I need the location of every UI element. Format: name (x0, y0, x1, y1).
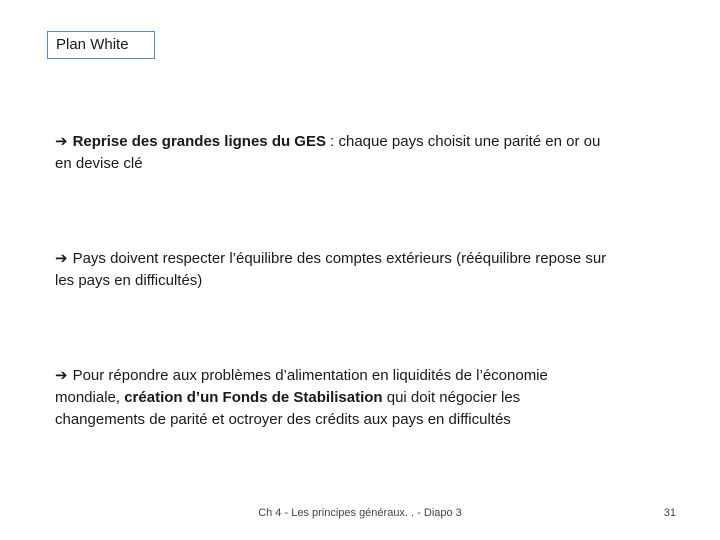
bullet-3-bold-text: création d’un Fonds de Stabilisation (124, 389, 383, 406)
page-number: 31 (663, 507, 676, 519)
bullet-3-text-after: qui doit négocier les changements de parité et octroyer des crédits aux pays en difficultés (55, 389, 521, 428)
arrow-right-icon: ➔ (55, 367, 68, 384)
bullet-1-text: : chaque pays choisit une parité en or ou en devise clé (55, 133, 601, 172)
slide-title-box (47, 31, 155, 59)
slide-title: Plan White (56, 36, 129, 53)
bullet-3-text-before: Pour répondre aux problèmes d’alimentation en liquidités de l’économie mondiale, (55, 367, 548, 406)
slide-footer: Ch 4 - Les principes généraux. . - Diapo 3 (258, 507, 462, 519)
bullet-2 (55, 248, 615, 292)
arrow-right-icon: ➔ (55, 250, 68, 267)
bullet-1 (55, 131, 615, 175)
bullet-2-text: Pays doivent respecter l’équilibre des comptes extérieurs (rééquilibre repose sur les pays en difficultés) (55, 250, 607, 289)
bullet-3 (55, 365, 595, 431)
arrow-right-icon: ➔ (55, 133, 68, 150)
bullet-1-bold-text: Reprise des grandes lignes du GES (72, 133, 326, 150)
